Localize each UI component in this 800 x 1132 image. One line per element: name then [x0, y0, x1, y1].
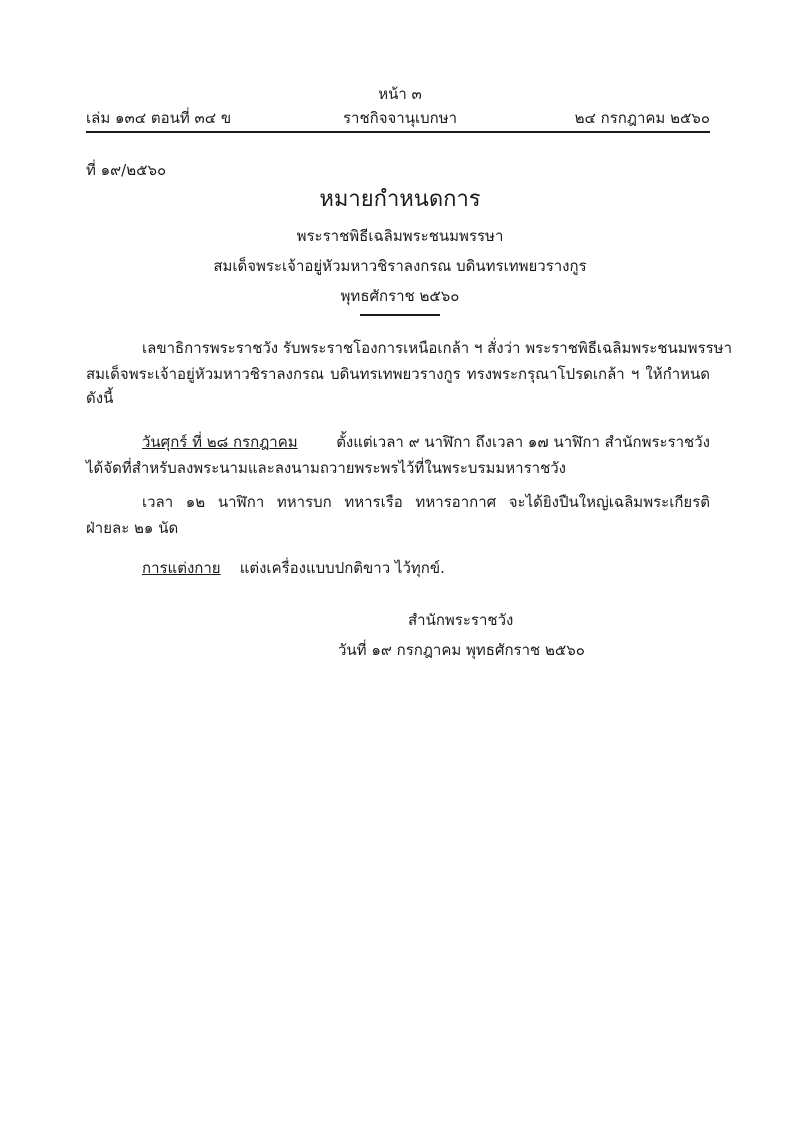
- para3-line1: เวลา ๑๒ นาฬิกา ทหารบก ทหารเรือ ทหารอากาศ จะได้ยิงปืนใหญ่เฉลิมพระเกียรติ: [142, 493, 710, 511]
- event-date-label: วันศุกร์ ที่ ๒๘ กรกฎาคม: [142, 433, 298, 451]
- reference-number: ที่ ๑๙/๒๕๖๐: [86, 161, 167, 179]
- para3-line2: ฝ่ายละ ๒๑ นัด: [86, 519, 179, 537]
- para1-line2: สมเด็จพระเจ้าอยู่หัวมหาวชิราลงกรณ บดินทรเทพยวรางกูร ทรงพระกรุณาโปรดเกล้า ฯ ให้กำหนด: [86, 365, 710, 383]
- buddhist-year: พุทธศักราช ๒๕๖๐: [340, 287, 460, 305]
- king-name: สมเด็จพระเจ้าอยู่หัวมหาวชิราลงกรณ บดินทรเทพยวรางกูร: [213, 257, 587, 275]
- issue-date: วันที่ ๑๙ กรกฎาคม พุทธศักราช ๒๕๖๐: [338, 641, 585, 659]
- gazette-name: ราชกิจจานุเบกษา: [342, 109, 458, 127]
- gazette-volume: เล่ม ๑๓๔ ตอนที่ ๓๔ ข: [86, 109, 232, 127]
- issuing-office: สำนักพระราชวัง: [408, 611, 514, 629]
- dress-code-line: [142, 558, 445, 578]
- page-number: หน้า ๓: [378, 85, 422, 103]
- para1-line1: เลขาธิการพระราชวัง รับพระราชโองการเหนือเกล้า ฯ สั่งว่า พระราชพิธีเฉลิมพระชนมพรรษา: [142, 339, 732, 357]
- para2-line2: ได้จัดที่สำหรับลงพระนามและลงนามถวายพระพรไว้ที่ในพระบรมมหาราชวัง: [86, 459, 566, 477]
- header-divider: [86, 131, 710, 133]
- event-time-text: ตั้งแต่เวลา ๙ นาฬิกา ถึงเวลา ๑๗ นาฬิกา สำนักพระราชวัง: [336, 433, 710, 451]
- gazette-date: ๒๔ กรกฎาคม ๒๕๖๐: [574, 109, 710, 127]
- para1-line3: ดังนี้: [86, 389, 114, 407]
- document-title: หมายกำหนดการ: [319, 187, 481, 212]
- dress-code-text: แต่งเครื่องแบบปกติขาว ไว้ทุกข์.: [239, 559, 445, 577]
- para2-line1: [142, 432, 710, 452]
- title-underline: [360, 314, 440, 316]
- dress-code-label: การแต่งกาย: [142, 559, 221, 577]
- ceremony-name: พระราชพิธีเฉลิมพระชนมพรรษา: [296, 227, 504, 245]
